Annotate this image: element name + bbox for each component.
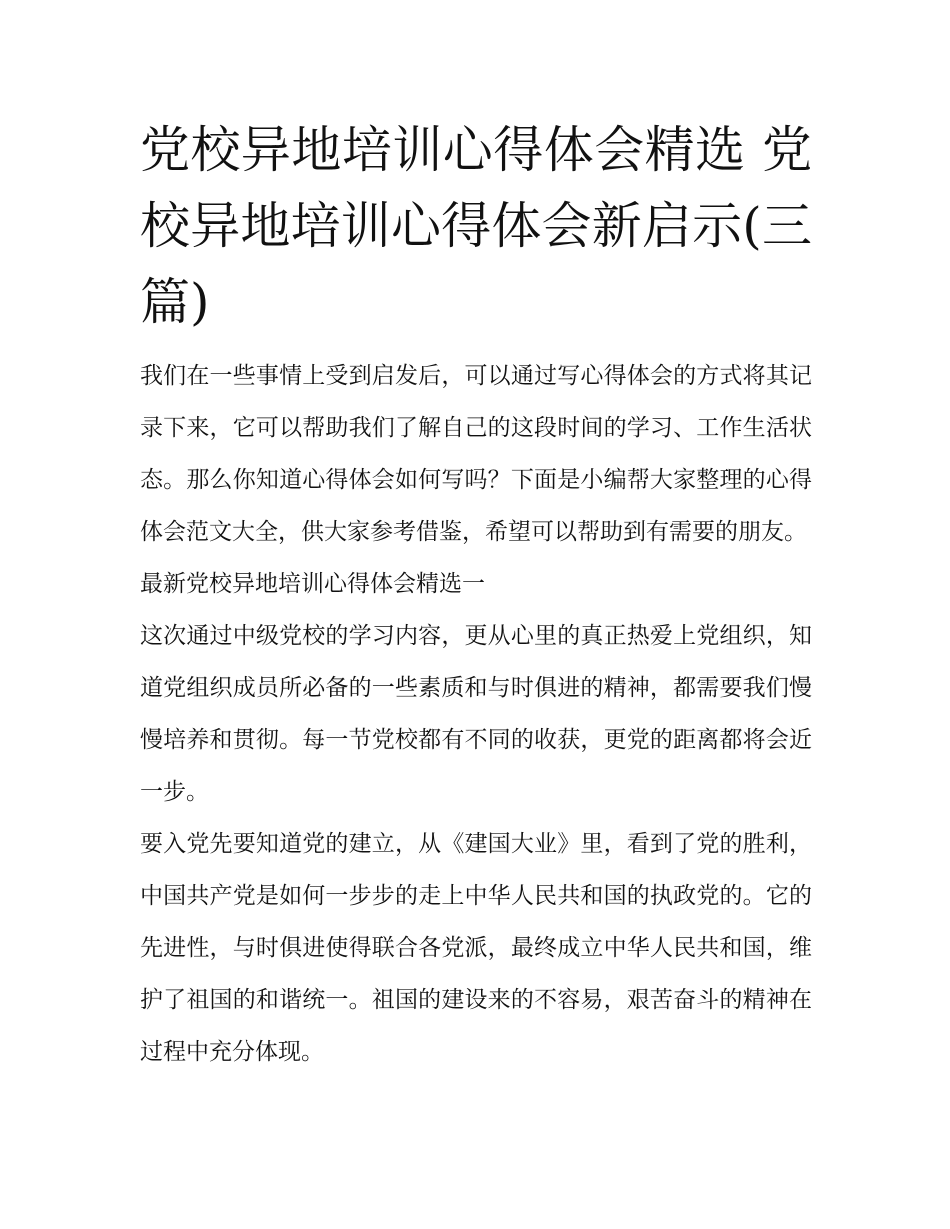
document-title: 党校异地培训心得体会精选 党校异地培训心得体会新启示(三篇) bbox=[140, 121, 812, 331]
intro-paragraph: 我们在一些事情上受到启发后，可以通过写心得体会的方式将其记录下来，它可以帮助我们了解自己的这段时间的学习、工作生活状态。那么你知道心得体会如何写吗？下面是小编帮大家整理的心得体会范文大全，供大家参考借鉴，希望可以帮助到有需要的朋友。 bbox=[140, 363, 812, 545]
body-paragraph-2: 要入党先要知道党的建立，从《建国大业》里，看到了党的胜利，中国共产党是如何一步步的走上中华人民共和国的执政党的。它的先进性，与时俱进使得联合各党派，最终成立中华人民共和国，维护了祖国的和谐统一。祖国的建设来的不容易，艰苦奋斗的精神在过程中充分体现。 bbox=[140, 831, 812, 1065]
document-body bbox=[140, 112, 812, 1078]
section-heading: 最新党校异地培训心得体会精选一 bbox=[140, 571, 485, 597]
body-paragraph-1: 这次通过中级党校的学习内容，更从心里的真正热爱上党组织，知道党组织成员所必备的一些素质和与时俱进的精神，都需要我们慢慢培养和贯彻。每一节党校都有不同的收获，更党的距离都将会近一步。 bbox=[140, 623, 812, 805]
